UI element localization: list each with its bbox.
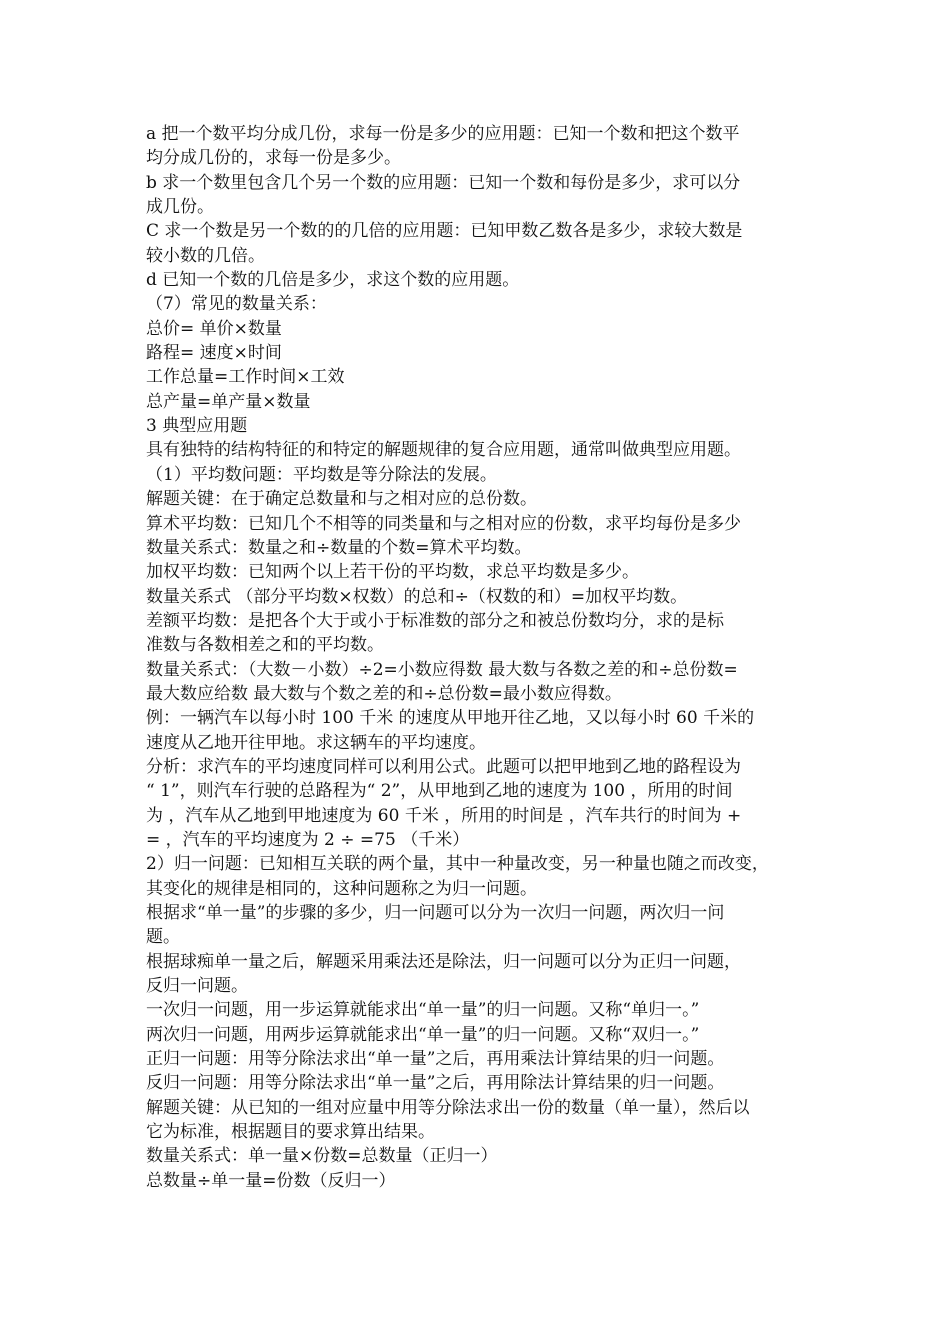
text-line: 两次归一问题，用两步运算就能求出“单一量”的归一问题。又称“双归一。” [146,1024,700,1045]
text-line: 一次归一问题，用一步运算就能求出“单一量”的归一问题。又称“单归一。” [146,1000,700,1021]
text-line: 例：一辆汽车以每小时 100 千米 的速度从甲地开往乙地，又以每小时 60 千米的 [146,708,755,729]
section-heading: 2）归一问题：已知相互关联的两个量，其中一种量改变，另一种量也随之而改变， [146,854,769,875]
section-heading: 3 典型应用题 [146,416,248,437]
text-line: 准数与各数相差之和的平均数。 [146,635,384,656]
text-line: 解题关键：从已知的一组对应量中用等分除法求出一份的数量（单一量），然后以 [146,1097,750,1118]
text-line: a 把一个数平均分成几份，求每一份是多少的应用题：已知一个数和把这个数平 [146,124,740,144]
text-line: 反归一问题：用等分除法求出“单一量”之后，再用除法计算结果的归一问题。 [146,1073,725,1094]
text-line: 差额平均数：是把各个大于或小于标准数的部分之和被总份数均分，求的是标 [146,610,724,631]
text-line: 数量关系式 （部分平均数×权数）的总和÷（权数的和）=加权平均数。 [146,586,688,607]
text-line: 它为标准，根据题目的要求算出结果。 [146,1122,435,1143]
text-line: 解题关键：在于确定总数量和与之相对应的总份数。 [146,489,537,510]
formula-line: 工作总量=工作时间×工效 [146,367,345,388]
text-line: 算术平均数：已知几个不相等的同类量和与之相对应的份数，求平均每份是多少 [146,513,741,534]
text-line: 较小数的几倍。 [146,245,265,266]
formula-line: 总数量÷单一量=份数（反归一） [146,1170,396,1191]
text-line: 反归一问题。 [146,976,248,997]
formula-line: 总价= 单价×数量 [146,318,282,339]
text-line: 分析：求汽车的平均速度同样可以利用公式。此题可以把甲地到乙地的路程设为 [146,756,741,777]
text-line: 根据球痴单一量之后，解题采用乘法还是除法，归一问题可以分为正归一问题， [146,951,741,972]
text-line: 均分成几份的，求每一份是多少。 [146,148,401,169]
text-line: 最大数应给数 最大数与个数之差的和÷总份数=最小数应得数。 [146,683,622,704]
text-line: d 已知一个数的几倍是多少，求这个数的应用题。 [146,270,520,291]
text-line: 速度从乙地开往甲地。求这辆车的平均速度。 [146,732,486,753]
text-line: 数量关系式：数量之和÷数量的个数=算术平均数。 [146,537,532,558]
formula-line: 数量关系式：单一量×份数=总数量（正归一） [146,1146,498,1167]
text-line: 具有独特的结构特征的和特定的解题规律的复合应用题，通常叫做典型应用题。 [146,440,741,461]
text-line: 其变化的规律是相同的，这种问题称之为归一问题。 [146,878,537,899]
section-heading: （7）常见的数量关系： [146,294,327,315]
text-line: 根据求“单一量”的步骤的多少，归一问题可以分为一次归一问题，两次归一问 [146,903,725,923]
text-line: = ，汽车的平均速度为 2 ÷ =75 （千米） [146,829,470,850]
section-heading: （1）平均数问题：平均数是等分除法的发展。 [146,464,497,485]
text-line: 题。 [146,927,180,948]
text-line: 加权平均数：已知两个以上若干份的平均数，求总平均数是多少。 [146,562,639,583]
text-line: 正归一问题：用等分除法求出“单一量”之后，再用乘法计算结果的归一问题。 [146,1049,725,1070]
text-line: “ 1”，则汽车行驶的总路程为“ 2”，从甲地到乙地的速度为 100 ，所用的时间 [146,781,733,802]
formula-line: 路程= 速度×时间 [146,343,282,364]
text-line: 数量关系式：（大数－小数）÷2=小数应得数 最大数与各数之差的和÷总份数= [146,659,738,680]
text-line: 成几份。 [146,197,214,218]
document-body [146,122,816,1193]
formula-line: 总产量=单产量×数量 [146,391,311,412]
text-line: b 求一个数里包含几个另一个数的应用题：已知一个数和每份是多少，求可以分 [146,172,741,193]
text-line: C 求一个数是另一个数的的几倍的应用题：已知甲数乙数各是多少，求较大数是 [146,221,743,242]
text-line: 为 ，汽车从乙地到甲地速度为 60 千米 ，所用的时间是 ，汽车共行的时间为 + [146,805,742,826]
